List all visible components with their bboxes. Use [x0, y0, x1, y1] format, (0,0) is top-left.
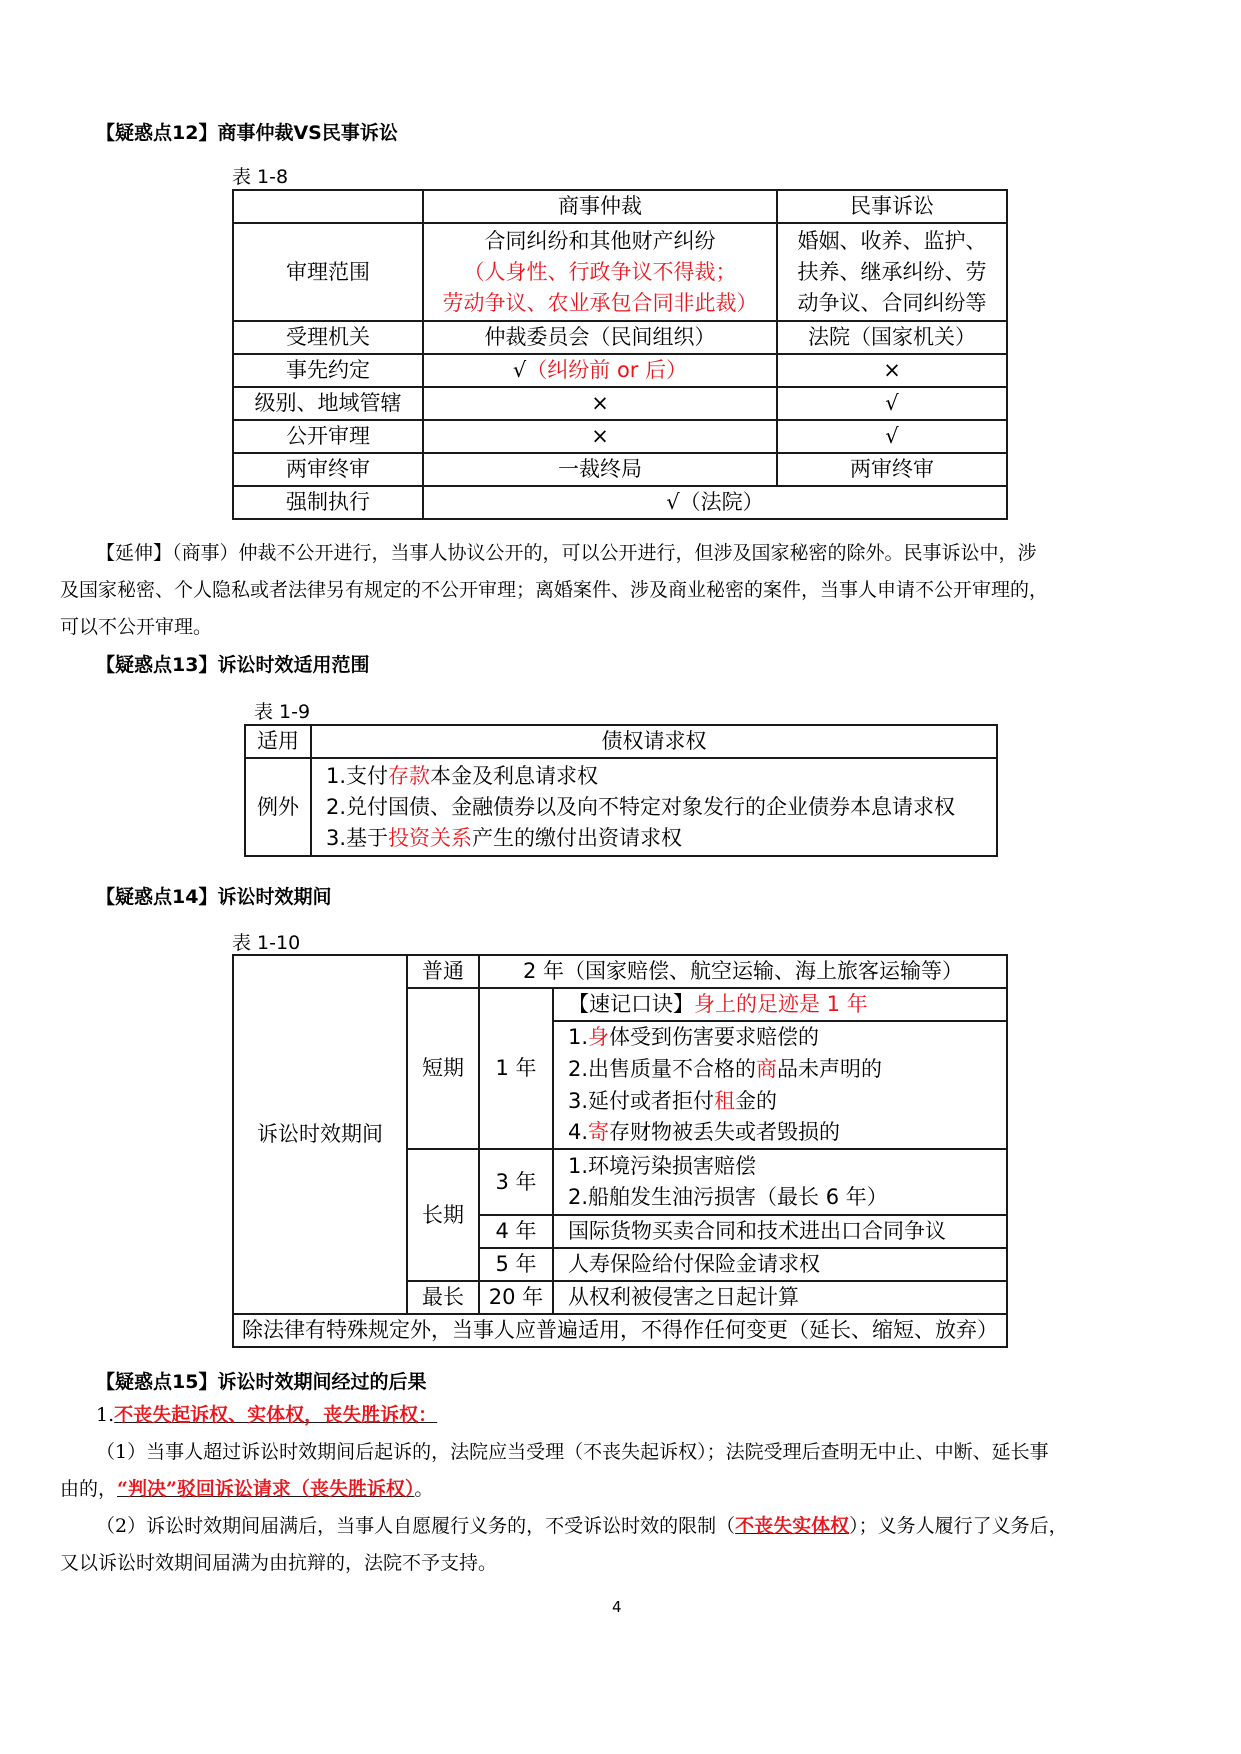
- table-header-empty: [233, 190, 423, 223]
- long-label: 长期: [407, 1149, 479, 1281]
- section-14-heading: 【疑惑点14】诉讼时效期间: [96, 886, 332, 908]
- short-years: 1 年: [479, 988, 553, 1149]
- org-litigation: 法院（国家机关）: [777, 321, 1007, 354]
- extension-paragraph: [60, 535, 1180, 646]
- point-1: 1.不丧失起诉权、实体权，丧失胜诉权：: [96, 1404, 438, 1426]
- short-label: 短期: [407, 988, 479, 1149]
- exception-item-2: 2.兑付国债、金融债券以及向不特定对象发行的企业债券本息请求权: [326, 794, 956, 819]
- table-1-10-caption: 表 1-10: [232, 932, 301, 954]
- normal-value: 2 年（国家赔偿、航空运输、海上旅客运输等）: [479, 955, 1007, 988]
- check-mark-icon: √: [512, 358, 527, 382]
- table-1-9-caption: 表 1-9: [254, 701, 311, 723]
- extension-line3: 可以不公开审理。: [60, 616, 213, 638]
- scope-arb-line3: 劳动争议、农业承包合同非此裁）: [442, 290, 758, 315]
- apply-value: 债权请求权: [311, 725, 997, 758]
- extension-line2: 及国家秘密、个人隐私或者法律另有规定的不公开审理；离婚案件、涉及商业秘密的案件，当事人申请不公开审理的，: [60, 579, 1049, 601]
- exception-item-3: 3.基于投资关系产生的缴付出资请求权: [326, 825, 683, 850]
- max-20-years: 20 年: [479, 1281, 553, 1314]
- mnemonic: 【速记口诀】身上的足迹是 1 年: [553, 988, 1007, 1021]
- row-label-enforce: 强制执行: [233, 486, 423, 519]
- public-litigation: √: [777, 420, 1007, 453]
- table-1-8: [232, 189, 1008, 520]
- short-item-1: 1.身体受到伤害要求赔偿的: [553, 1021, 1007, 1053]
- scope-lit-line1: 婚姻、收养、监护、: [797, 228, 987, 253]
- agreement-litigation: ×: [777, 354, 1007, 387]
- normal-label: 普通: [407, 955, 479, 988]
- row-label-final: 两审终审: [233, 453, 423, 486]
- section-15-body: [60, 1397, 1180, 1582]
- scope-arbitration: [423, 223, 777, 321]
- row-label-public: 公开审理: [233, 420, 423, 453]
- max-label: 最长: [407, 1281, 479, 1314]
- point-1-para-line2: 由的，“判决”驳回诉讼请求（丧失胜诉权）。: [60, 1478, 434, 1500]
- scope-arb-line2: （人身性、行政争议不得裁；: [463, 259, 737, 284]
- public-arbitration: ×: [423, 420, 777, 453]
- long-3-items: [553, 1149, 1007, 1215]
- row-label-agreement: 事先约定: [233, 354, 423, 387]
- short-item-2: 2.出售质量不合格的商品未声明的: [553, 1053, 1007, 1085]
- table-1-8-caption: 表 1-8: [232, 166, 289, 188]
- table-header-litigation: 民事诉讼: [777, 190, 1007, 223]
- agreement-arbitration: [423, 354, 777, 387]
- exception-item-1: 1.支付存款本金及利息请求权: [326, 763, 599, 788]
- scope-lit-line3: 动争议、合同纠纷等: [797, 290, 987, 315]
- table-1-9: [244, 724, 998, 857]
- row-label-org: 受理机关: [233, 321, 423, 354]
- short-item-3: 3.延付或者拒付租金的: [553, 1085, 1007, 1117]
- period-label: 诉讼时效期间: [233, 955, 407, 1314]
- point-1-para-line1: （1）当事人超过诉讼时效期间后起诉的，法院应当受理（不丧失起诉权）；法院受理后查明无中止、中断、延长事: [96, 1441, 1049, 1463]
- long-3-item-2: 2.船舶发生油污损害（最长 6 年）: [568, 1185, 888, 1209]
- section-13-heading: 【疑惑点13】诉讼时效适用范围: [96, 654, 370, 676]
- row-label-jurisdiction: 级别、地域管辖: [233, 387, 423, 420]
- long-5-value: 人寿保险给付保险金请求权: [553, 1248, 1007, 1281]
- exception-list: [311, 758, 997, 856]
- scope-lit-line2: 扶养、继承纠纷、劳: [797, 259, 987, 284]
- max-20-value: 从权利被侵害之日起计算: [553, 1281, 1007, 1314]
- final-arbitration: 一裁终局: [423, 453, 777, 486]
- jurisdiction-litigation: √: [777, 387, 1007, 420]
- long-3-years: 3 年: [479, 1149, 553, 1215]
- apply-label: 适用: [245, 725, 311, 758]
- point-2-para-line2: 又以诉讼时效期间届满为由抗辩的，法院不予支持。: [60, 1552, 498, 1574]
- point-2-para-line1: （2）诉讼时效期间届满后，当事人自愿履行义务的，不受诉讼时效的限制（不丧失实体权）；义务人履行了义务后，: [96, 1515, 1068, 1537]
- exception-label: 例外: [245, 758, 311, 856]
- section-15-heading: 【疑惑点15】诉讼时效期间经过的后果: [96, 1371, 427, 1393]
- table-1-10-footer: 除法律有特殊规定外，当事人应普遍适用，不得作任何变更（延长、缩短、放弃）: [233, 1314, 1007, 1347]
- org-arbitration: 仲裁委员会（民间组织）: [423, 321, 777, 354]
- page-number: 4: [612, 1598, 622, 1616]
- final-litigation: 两审终审: [777, 453, 1007, 486]
- extension-line1: 【延伸】（商事）仲裁不公开进行，当事人协议公开的，可以公开进行，但涉及国家秘密的除外。民事诉讼中，涉: [96, 542, 1037, 564]
- scope-arb-line1: 合同纠纷和其他财产纠纷: [484, 228, 716, 253]
- table-1-10: [232, 954, 1008, 1348]
- long-5-years: 5 年: [479, 1248, 553, 1281]
- agreement-note: （纠纷前 or 后）: [526, 358, 688, 382]
- section-12-heading: 【疑惑点12】商事仲裁VS民事诉讼: [96, 122, 398, 144]
- jurisdiction-arbitration: ×: [423, 387, 777, 420]
- table-header-arbitration: 商事仲裁: [423, 190, 777, 223]
- long-4-value: 国际货物买卖合同和技术进出口合同争议: [553, 1215, 1007, 1248]
- short-item-4: 4.寄存财物被丢失或者毁损的: [553, 1117, 1007, 1149]
- long-3-item-1: 1.环境污染损害赔偿: [568, 1154, 757, 1178]
- enforce-value: √（法院）: [423, 486, 1007, 519]
- scope-litigation: [777, 223, 1007, 321]
- long-4-years: 4 年: [479, 1215, 553, 1248]
- row-label-scope: 审理范围: [233, 223, 423, 321]
